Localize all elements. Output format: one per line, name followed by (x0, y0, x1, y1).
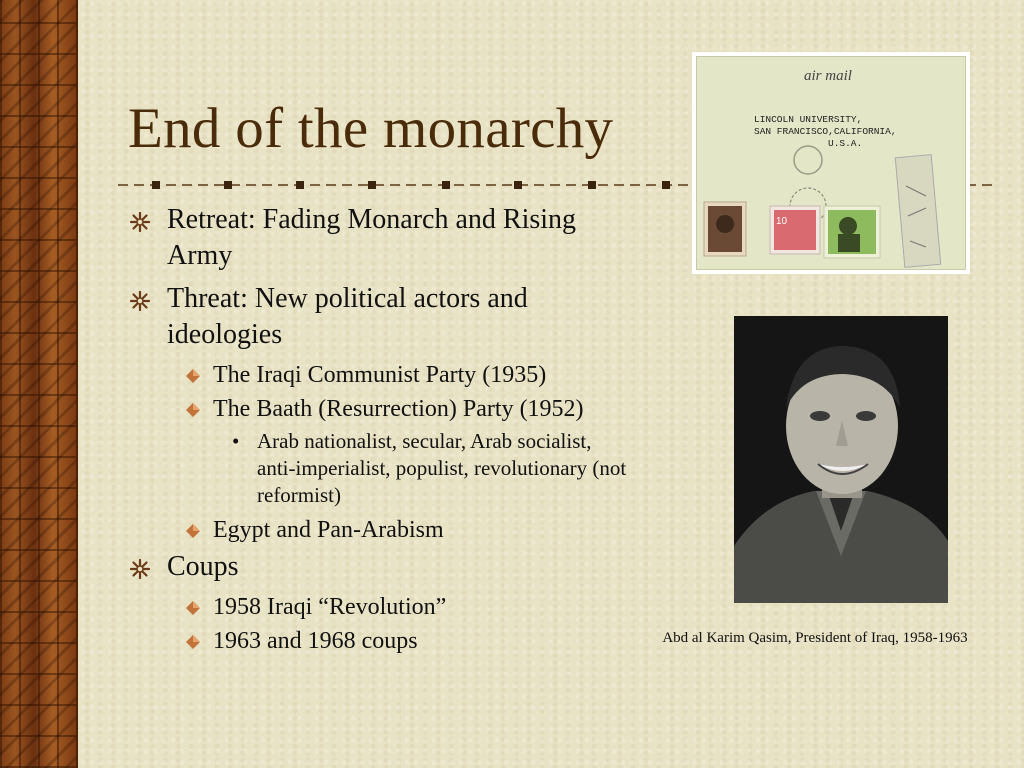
bullet-text: Retreat: Fading Monarch and Rising Army (167, 204, 577, 271)
sub-bullet-text: 1958 Iraqi “Revolution” (213, 594, 447, 620)
sub-bullet-item-baath-party (128, 394, 628, 425)
diamond-bullet-icon (186, 635, 200, 649)
sub-bullet-item-communist-party (128, 360, 628, 391)
sub-bullet-item-egypt (128, 515, 628, 546)
diamond-bullet-icon (186, 601, 200, 615)
sub-bullet-text: 1963 and 1968 coups (213, 628, 418, 654)
sub-bullet-text: The Iraqi Communist Party (1935) (213, 362, 547, 388)
envelope-address-line-1: LINCOLN UNIVERSITY, (754, 114, 863, 125)
stamp-value: 10 (776, 216, 788, 227)
portrait-photo (734, 316, 948, 603)
bullet-item-retreat (128, 202, 628, 274)
sub-bullet-item-1958-revolution (128, 592, 628, 623)
stamp-1 (704, 202, 746, 256)
bullet-text: Threat: New political actors and ideologies (167, 283, 528, 350)
compass-bullet-icon (130, 559, 150, 579)
stamp-3 (824, 206, 880, 258)
envelope-address-line-3: U.S.A. (828, 138, 863, 149)
bullet-item-coups (128, 549, 628, 585)
portrait-caption: Abd al Karim Qasim, President of Iraq, 1958-1963 (662, 630, 968, 646)
sub-bullet-text: The Baath (Resurrection) Party (1952) (213, 396, 584, 422)
portrait-image (734, 316, 948, 603)
compass-bullet-icon (130, 291, 150, 311)
diamond-bullet-icon (186, 369, 200, 383)
sub-sub-bullet-text: Arab nationalist, secular, Arab socialist, anti-imperialist, populist, revolutionary (not reformist) (257, 429, 627, 507)
stamp-2 (770, 206, 820, 254)
sub-sub-bullet-item-baath-ideology (128, 428, 628, 509)
bullet-list (128, 202, 628, 660)
envelope-address-line-2: SAN FRANCISCO,CALIFORNIA, (754, 126, 897, 137)
sub-bullet-item-later-coups (128, 626, 628, 657)
slide-title: End of the monarchy (128, 97, 614, 160)
sub-bullet-text: Egypt and Pan-Arabism (213, 517, 444, 543)
compass-bullet-icon (130, 212, 150, 232)
bullet-text: Coups (167, 551, 239, 582)
envelope-image (696, 56, 966, 270)
diamond-bullet-icon (186, 403, 200, 417)
decorative-side-strip (0, 0, 78, 768)
diamond-bullet-icon (186, 524, 200, 538)
bullet-item-threat (128, 281, 628, 353)
envelope-handwriting: air mail (804, 68, 852, 84)
envelope-photo (692, 52, 970, 274)
dot-bullet-icon: • (232, 429, 240, 453)
